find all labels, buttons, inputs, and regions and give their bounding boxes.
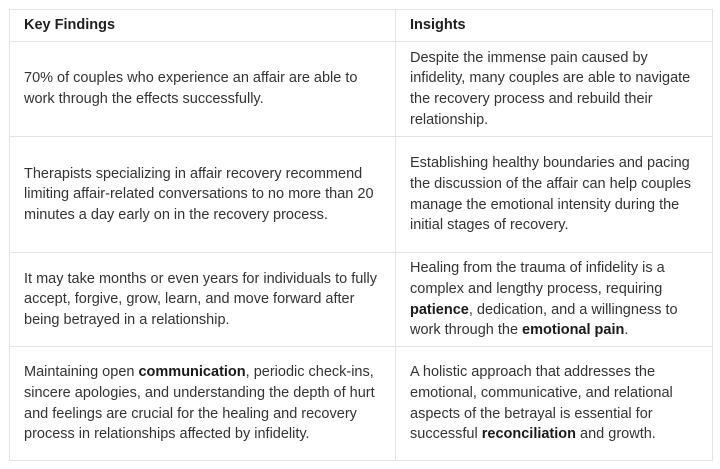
insight-text (410, 258, 700, 340)
bold-text: reconciliation (481, 426, 577, 443)
text-segment: Maintaining open (24, 364, 139, 381)
insight-cell (396, 42, 713, 137)
finding-text (24, 269, 383, 331)
text-segment: Despite the immense pain caused by infidelity, many couples are able to navigate the recovery process and rebuild their relationship. (410, 49, 691, 128)
finding-text (24, 68, 383, 109)
header-insights: Insights (396, 10, 713, 42)
findings-table (9, 9, 713, 461)
text-segment: Therapists specializing in affair recovery recommend limiting affair-related conversations to no more than 20 minutes a day early on in the recovery process. (24, 165, 374, 223)
finding-cell (10, 137, 396, 253)
table-header-row (10, 10, 713, 42)
finding-cell (10, 42, 396, 137)
header-key-findings: Key Findings (10, 10, 396, 42)
table-row (10, 253, 713, 347)
text-segment: and growth. (576, 426, 656, 443)
text-segment: . (624, 322, 629, 339)
insight-cell (396, 253, 713, 347)
finding-text (24, 164, 383, 226)
findings-table-container (9, 9, 712, 461)
insight-cell (396, 137, 713, 253)
table-row (10, 347, 713, 461)
table-row (10, 42, 713, 137)
insight-text (410, 48, 700, 130)
finding-cell (10, 347, 396, 461)
bold-text: communication (138, 364, 246, 381)
text-segment: , dedication, and a willingness to work through the (410, 301, 678, 339)
table-row (10, 137, 713, 253)
finding-text (24, 362, 383, 444)
insight-cell (396, 347, 713, 461)
insight-text (410, 153, 700, 235)
bold-text: emotional pain (522, 322, 625, 339)
text-segment: , periodic check-ins, sincere apologies, and understanding the depth of hurt and feelings are crucial for the healing and recovery process in relationships affected by infidelity. (24, 364, 375, 443)
text-segment: Establishing healthy boundaries and pacing the discussion of the affair can help couples manage the emotional intensity during the initial stages of recovery. (410, 155, 692, 234)
insight-text (410, 362, 700, 444)
finding-cell (10, 253, 396, 347)
text-segment: It may take months or even years for individuals to fully accept, forgive, grow, learn, and move forward after being betrayed in a relationship. (24, 270, 377, 328)
bold-text: patience (410, 301, 469, 318)
text-segment: 70% of couples who experience an affair are able to work through the effects successfully. (24, 70, 358, 107)
text-segment: Healing from the trauma of infidelity is a complex and lengthy process, requiring (410, 260, 665, 297)
text-segment: A holistic approach that addresses the emotional, communicative, and relational aspects of the betrayal is essential for successful (410, 364, 673, 443)
